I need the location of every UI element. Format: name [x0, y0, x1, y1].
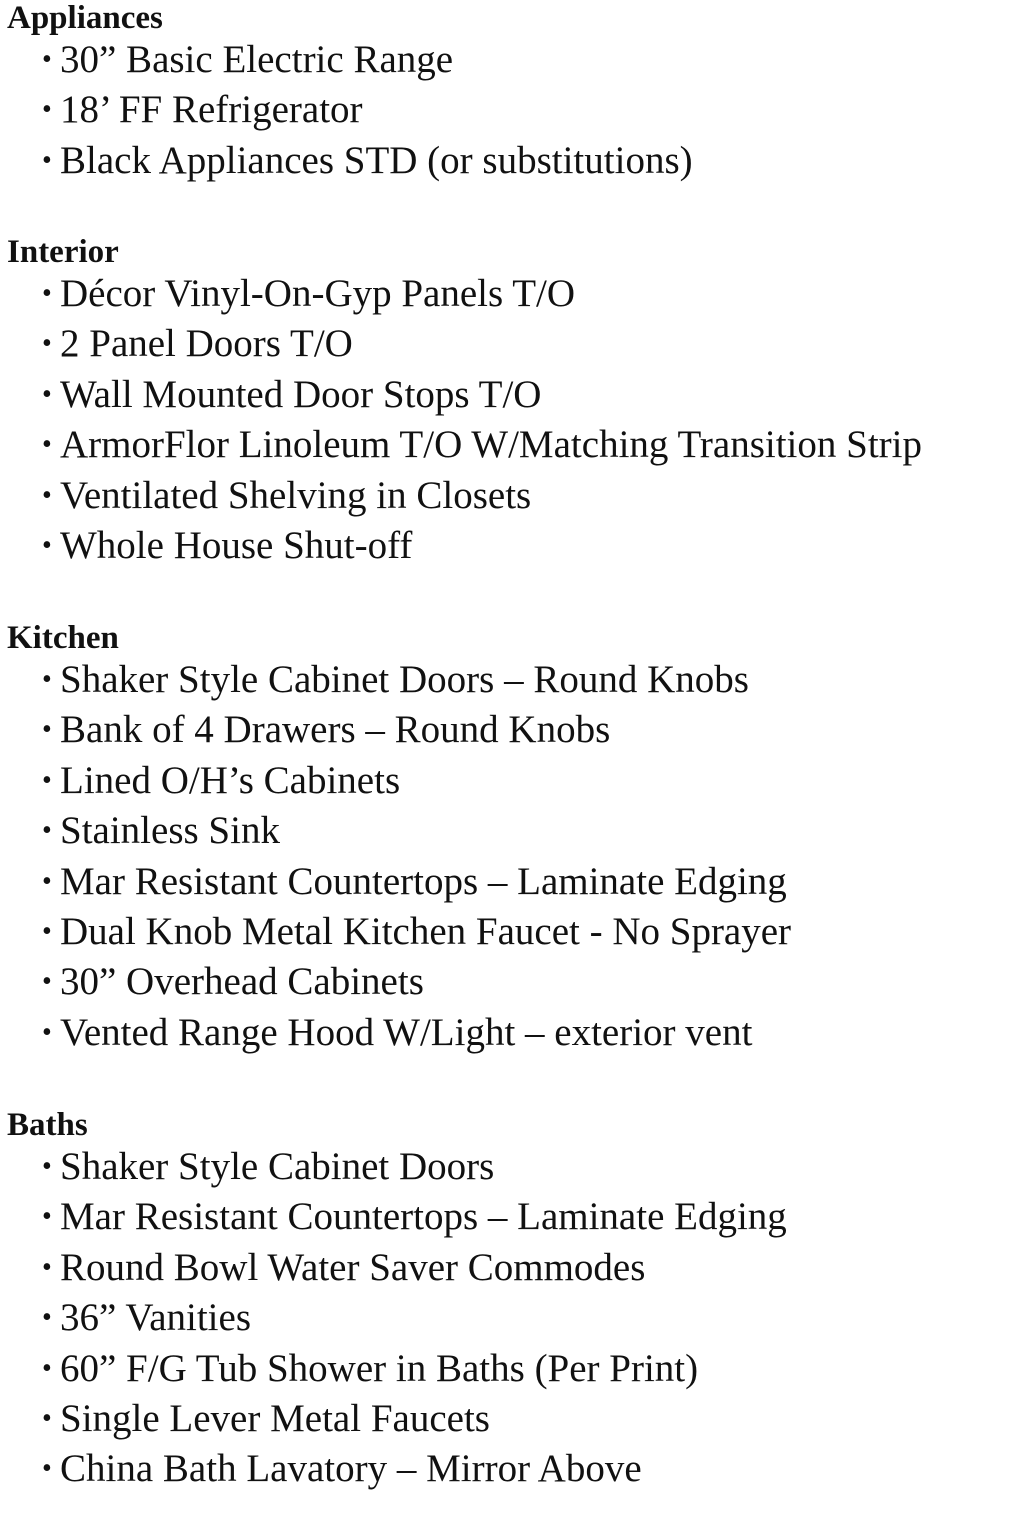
list-item-text: Dual Knob Metal Kitchen Faucet - No Sprayer — [60, 909, 792, 953]
bullet-icon: • — [42, 144, 52, 176]
list-item — [0, 1145, 1024, 1195]
list-item-text: Bank of 4 Drawers – Round Knobs — [60, 708, 611, 752]
section-heading: Kitchen — [7, 620, 119, 656]
bullet-icon: • — [42, 1302, 52, 1334]
list-item-text: Mar Resistant Countertops – Laminate Edging — [60, 1195, 787, 1239]
bullet-icon: • — [42, 378, 52, 410]
list-item-text: Round Bowl Water Saver Commodes — [60, 1245, 646, 1289]
list-item-text: 18’ FF Refrigerator — [60, 88, 363, 132]
list-item-text: Vented Range Hood W/Light – exterior vent — [60, 1010, 753, 1054]
item-list — [0, 1145, 1024, 1498]
list-item — [0, 960, 1024, 1010]
bullet-icon: • — [42, 44, 52, 75]
bullet-icon: • — [42, 1016, 52, 1048]
bullet-icon: • — [42, 429, 52, 461]
list-item-text: ArmorFlor Linoleum T/O W/Matching Transition Strip — [60, 423, 922, 467]
list-item-text: Ventilated Shelving in Closets — [60, 473, 532, 517]
item-list — [0, 272, 1024, 574]
bullet-icon: • — [42, 966, 52, 998]
list-item-text: Shaker Style Cabinet Doors — [60, 1145, 495, 1188]
bullet-icon: • — [42, 328, 52, 360]
list-item — [0, 272, 1024, 322]
list-item — [0, 88, 1024, 138]
bullet-icon: • — [42, 1453, 52, 1485]
list-item-text: Wall Mounted Door Stops T/O — [60, 372, 542, 416]
list-item-text: 30” Overhead Cabinets — [60, 960, 424, 1004]
list-item-text: Black Appliances STD (or substitutions) — [60, 138, 693, 182]
list-item — [0, 1195, 1024, 1245]
list-item — [0, 1296, 1024, 1346]
bullet-icon: • — [42, 1402, 52, 1434]
list-item — [0, 1246, 1024, 1296]
list-item — [0, 1397, 1024, 1447]
bullet-icon: • — [42, 815, 52, 847]
item-list — [0, 658, 1024, 1061]
bullet-icon: • — [42, 664, 52, 695]
list-item — [0, 658, 1024, 708]
bullet-icon: • — [42, 1251, 52, 1283]
list-item-text: 36” Vanities — [60, 1296, 252, 1340]
section-heading: Baths — [7, 1107, 88, 1143]
list-item-text: Décor Vinyl-On-Gyp Panels T/O — [60, 272, 576, 315]
section-heading: Appliances — [7, 0, 163, 36]
list-item-text: Stainless Sink — [60, 809, 280, 853]
list-item-text: Lined O/H’s Cabinets — [60, 758, 401, 802]
list-item — [0, 373, 1024, 423]
bullet-icon: • — [42, 1201, 52, 1233]
list-item-text: 2 Panel Doors T/O — [60, 322, 353, 366]
list-item — [0, 860, 1024, 910]
list-item-text: 60” F/G Tub Shower in Baths (Per Print) — [60, 1346, 699, 1390]
list-item-text: Whole House Shut-off — [60, 523, 413, 567]
bullet-icon: • — [42, 865, 52, 897]
bullet-icon: • — [42, 764, 52, 796]
bullet-icon: • — [42, 1151, 52, 1182]
list-item — [0, 474, 1024, 524]
list-item — [0, 910, 1024, 960]
list-item — [0, 759, 1024, 809]
list-item — [0, 524, 1024, 574]
bullet-icon: • — [42, 915, 52, 947]
list-item-text: 30” Basic Electric Range — [60, 38, 454, 81]
list-item — [0, 38, 1024, 88]
item-list — [0, 38, 1024, 189]
list-item — [0, 809, 1024, 859]
list-item — [0, 423, 1024, 473]
bullet-icon: • — [42, 278, 52, 309]
list-item — [0, 1011, 1024, 1061]
section-heading: Interior — [7, 234, 119, 270]
list-item-text: Mar Resistant Countertops – Laminate Edging — [60, 859, 787, 903]
bullet-icon: • — [42, 529, 52, 561]
list-item — [0, 1447, 1024, 1497]
list-item — [0, 1347, 1024, 1397]
bullet-icon: • — [42, 479, 52, 511]
list-item-text: Shaker Style Cabinet Doors – Round Knobs — [60, 658, 749, 701]
list-item-text: China Bath Lavatory – Mirror Above — [60, 1447, 642, 1491]
list-item — [0, 139, 1024, 189]
bullet-icon: • — [42, 94, 52, 126]
list-item — [0, 322, 1024, 372]
bullet-icon: • — [42, 1352, 52, 1384]
list-item-text: Single Lever Metal Faucets — [60, 1396, 490, 1440]
list-item — [0, 708, 1024, 758]
bullet-icon: • — [42, 714, 52, 746]
